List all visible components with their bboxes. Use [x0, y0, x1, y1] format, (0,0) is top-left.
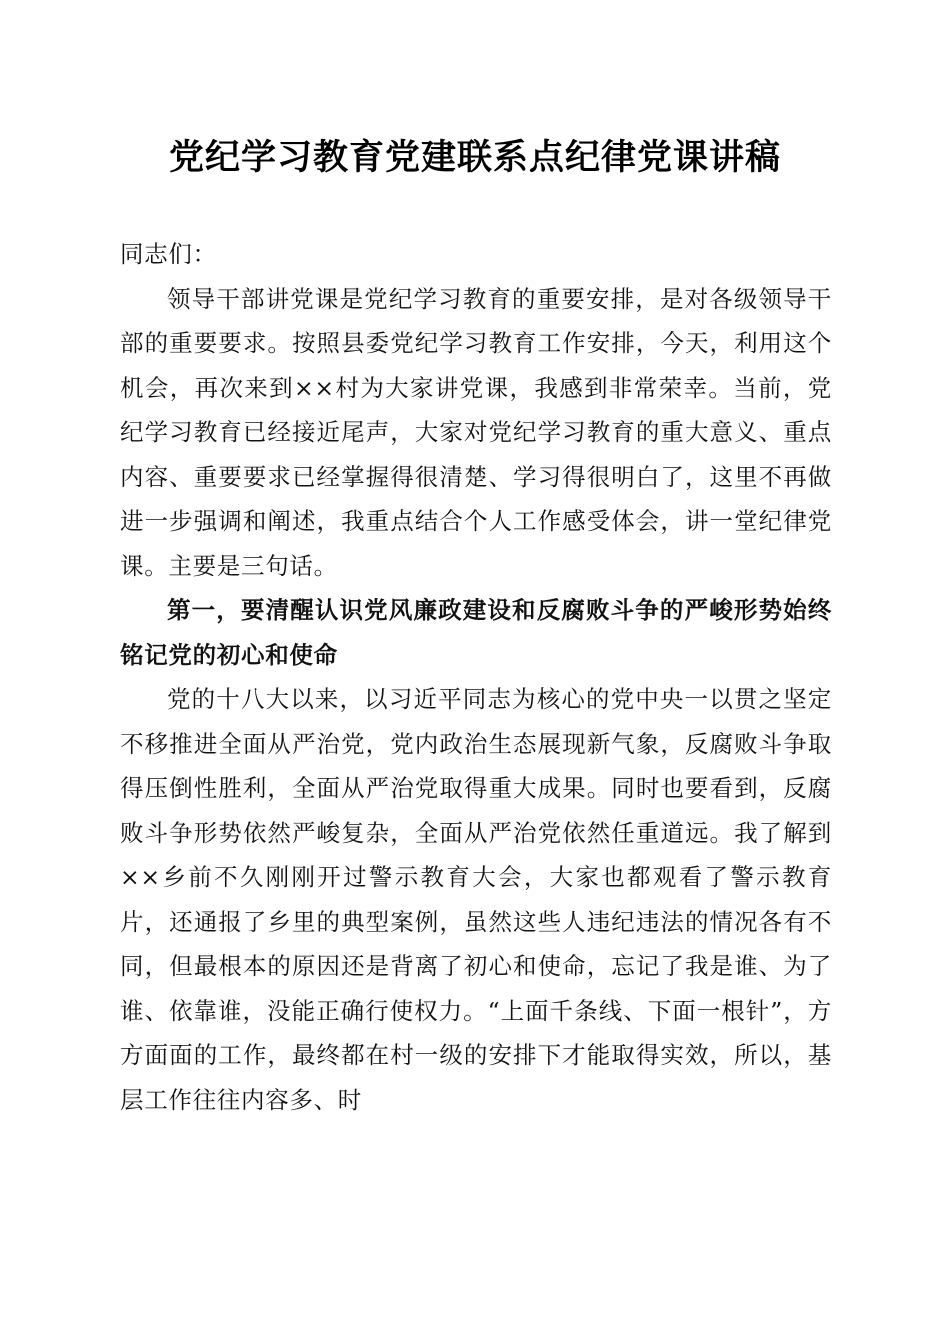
paragraph-section-1: 党的十八大以来，以习近平同志为核心的党中央一以贯之坚定不移推进全面从严治党，党内政治生态展现新气象，反腐败斗争取得压倒性胜利，全面从严治党取得重大成果。同时也要看到，反腐败斗争形势依然严峻复杂，全面从严治党依然任重道远。我了解到××乡前不久刚刚开过警示教育大会，大家也都观看了警示教育片，还通报了乡里的典型案例，虽然这些人违纪违法的情况各有不同，但最根本的原因还是背离了初心和使命，忘记了我是谁、为了谁、依靠谁，没能正确行使权力。“上面千条线、下面一根针”，方方面面的工作，最终都在村一级的安排下才能取得实效，所以，基层工作往往内容多、时 — [120, 685, 832, 1114]
document-title: 党纪学习教育党建联系点纪律党课讲稿 — [168, 137, 781, 178]
salutation: 同志们： — [120, 240, 217, 268]
document-body — [120, 232, 832, 1122]
section-heading-1: 第一，要清醒认识党风廉政建设和反腐败斗争的严峻形势始终铭记党的初心和使命 — [120, 596, 832, 669]
paragraph-intro: 领导干部讲党课是党纪学习教育的重要安排，是对各级领导干部的重要要求。按照县委党纪学习教育工作安排，今天，利用这个机会，再次来到××村为大家讲党课，我感到非常荣幸。当前，党纪学习教育已经接近尾声，大家对党纪学习教育的重大意义、重点内容、重要要求已经掌握得很清楚、学习得很明白了，这里不再做进一步强调和阐述，我重点结合个人工作感受体会，讲一堂纪律党课。主要是三句话。 — [120, 284, 832, 580]
